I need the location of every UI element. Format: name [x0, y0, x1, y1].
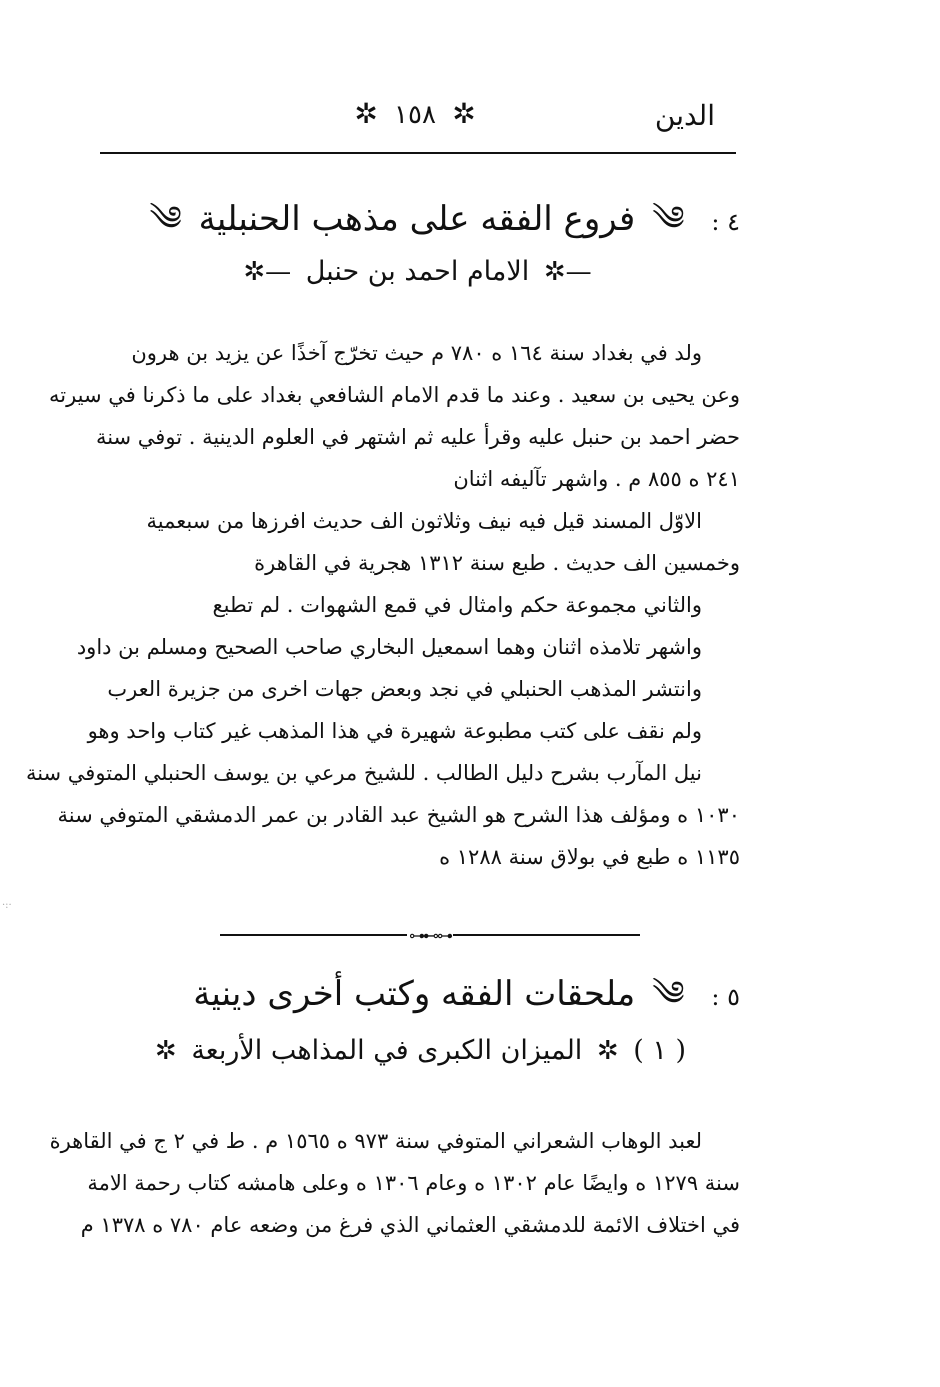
section-5-subtitle — [95, 1035, 740, 1066]
header-rule — [100, 152, 736, 154]
section-number: ٥ : — [711, 983, 740, 1011]
running-title: الدين — [654, 99, 715, 132]
subtitle-text: الميزان الكبرى في المذاهب الأربعة — [191, 1035, 583, 1066]
star-ornament-icon: ✲ — [154, 1036, 177, 1066]
section-5-body — [49, 1120, 740, 1246]
scroll-ornament-icon: ༄ — [652, 199, 685, 239]
text-line: لعبد الوهاب الشعراني المتوفي سنة ٩٧٣ ه ١٥٦٥ م . ط في ٢ ج في القاهرة — [49, 1129, 702, 1153]
text-line: سنة ١٢٧٩ ه وايضًا عام ١٣٠٢ ه وعام ١٣٠٦ ه وعلى هامشه كتاب رحمة الامة — [87, 1171, 740, 1195]
page-number: ١٥٨ — [394, 100, 436, 130]
scan-speck: ·:· — [2, 900, 12, 911]
section-4-subtitle — [95, 256, 740, 287]
section-number: ٤ : — [711, 208, 740, 236]
star-ornament-icon: ✲ — [452, 97, 476, 130]
page-number-block — [95, 97, 735, 130]
text-line: ١١٣٥ ه طبع في بولاق سنة ١٢٨٨ ه — [439, 845, 740, 869]
star-ornament-icon: ✲ — [596, 1036, 619, 1066]
text-line: ١٠٣٠ ه ومؤلف هذا الشرح هو الشيخ عبد القادر بن عمر الدمشقي المتوفي سنة — [57, 803, 740, 827]
text-line: ولم نقف على كتب مطبوعة شهيرة في هذا المذهب غير كتاب واحد وهو — [87, 719, 702, 743]
text-line: واشهر تلامذه اثنان وهما اسمعيل البخاري صاحب الصحيح ومسلم بن داود — [76, 635, 702, 659]
text-line: والثاني مجموعة حكم وامثال في قمع الشهوات . لم تطبع — [212, 593, 702, 617]
subtitle-text: الامام احمد بن حنبل — [305, 256, 530, 287]
text-line: في اختلاف الائمة للدمشقي العثماني الذي فرغ من وضعه عام ٧٨٠ ه ١٣٧٨ م — [80, 1213, 740, 1237]
item-number: ( ١ ) — [633, 1035, 687, 1066]
text-line: وانتشر المذهب الحنبلي في نجد وبعض جهات اخرى من جزيرة العرب — [107, 677, 702, 701]
section-divider — [220, 926, 640, 944]
text-line: حضر احمد بن حنبل عليه وقرأ عليه ثم اشتهر في العلوم الدينية . توفي سنة — [95, 425, 740, 449]
page-header — [95, 95, 735, 143]
section-4-body — [25, 332, 740, 878]
knot-ornament-icon: ⊶⊷⊶ — [409, 926, 451, 945]
scroll-ornament-icon: ༄ — [149, 199, 182, 239]
text-line: نيل المآرب بشرح دليل الطالب . للشيخ مرعي بن يوسف الحنبلي المتوفي سنة — [25, 761, 702, 785]
star-ornament-icon: —✲ — [243, 257, 292, 287]
text-line: ولد في بغداد سنة ١٦٤ ه ٧٨٠ م حيث تخرّج آخذًا عن يزيد بن هرون — [131, 341, 702, 365]
text-line: ٢٤١ ه ٨٥٥ م . واشهر تآليفه اثنان — [453, 467, 740, 491]
star-ornament-icon: —✲ — [543, 257, 592, 287]
text-line: الاوّل المسند قيل فيه نيف وثلاثون الف حديث افرزها من سبعمية — [146, 509, 702, 533]
scroll-ornament-icon: ༄ — [652, 974, 685, 1014]
text-line: وخمسين الف حديث . طبع سنة ١٣١٢ هجرية في القاهرة — [254, 551, 740, 575]
star-ornament-icon: ✲ — [354, 97, 378, 130]
section-title: ملحقات الفقه وكتب أخرى دينية — [193, 974, 636, 1014]
section-title: فروع الفقه على مذهب الحنبلية — [198, 199, 636, 239]
text-line: وعن يحيى بن سعيد . وعند ما قدم الامام الشافعي بغداد على ما ذكرنا في سيرته — [48, 383, 740, 407]
